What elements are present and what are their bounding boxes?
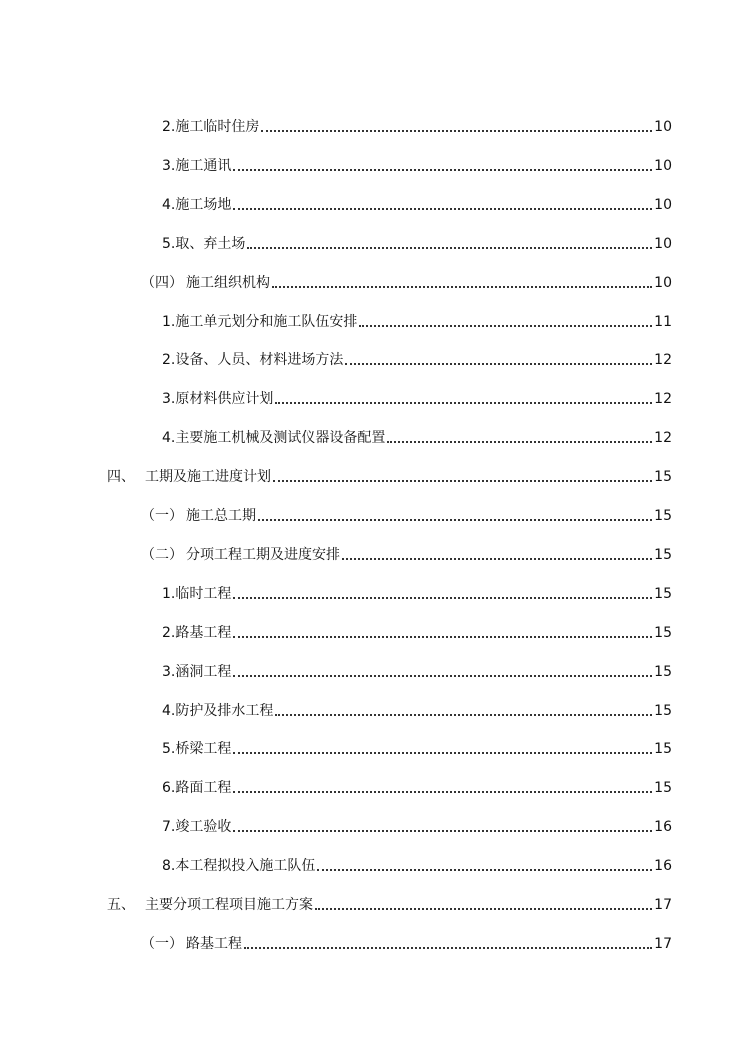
toc-entry[interactable]: [162, 695, 672, 721]
toc-entry-title: 工期及施工进度计划: [145, 469, 271, 486]
toc-entry-label: [141, 934, 242, 954]
toc-entry-number: 四、: [107, 469, 135, 486]
toc-entry[interactable]: [162, 772, 672, 798]
toc-entry-title: 6.路面工程: [162, 780, 232, 797]
toc-entry-title: 3.原材料供应计划: [162, 391, 274, 408]
toc-entry-title: 2.路基工程: [162, 624, 232, 641]
toc-entry[interactable]: [162, 850, 672, 876]
toc-entry[interactable]: [162, 733, 672, 759]
dot-leader: [342, 558, 652, 560]
toc-entry[interactable]: [107, 889, 672, 915]
toc-entry-label: [162, 117, 259, 137]
toc-entry-page-number: 15: [654, 508, 672, 524]
dot-leader: [233, 830, 652, 832]
toc-entry[interactable]: [162, 228, 672, 254]
toc-entry-title: 7.竣工验收: [162, 819, 232, 836]
toc-entry-title: 分项工程工期及进度安排: [186, 546, 340, 563]
toc-entry-page-number: 10: [654, 235, 672, 252]
toc-entry[interactable]: [141, 928, 672, 954]
toc-entry-title: 4.防护及排水工程: [162, 702, 274, 719]
toc-entry[interactable]: [162, 811, 672, 837]
dot-leader: [315, 908, 652, 910]
toc-entry-label: [162, 428, 385, 448]
toc-entry[interactable]: [162, 344, 672, 370]
toc-entry-page-number: 15: [654, 546, 672, 563]
toc-entry-page-number: 11: [654, 313, 672, 330]
toc-entry-page-number: 10: [654, 157, 672, 174]
toc-entry-page-number: 16: [654, 819, 672, 836]
toc-entry[interactable]: [162, 306, 672, 332]
dot-leader: [272, 286, 652, 288]
dot-leader: [233, 791, 652, 793]
toc-entry-label: [162, 584, 231, 604]
toc-entry-title: 5.取、弃土场: [162, 235, 246, 252]
dot-leader: [345, 363, 652, 365]
toc-entry-number: （四）: [141, 274, 183, 291]
toc-entry[interactable]: [162, 578, 672, 604]
toc-entry-page-number: 15: [654, 585, 672, 602]
toc-entry-page-number: 17: [654, 935, 672, 952]
toc-entry-title: 4.主要施工机械及测试仪器设备配置: [162, 430, 386, 447]
toc-entry-page-number: 10: [654, 119, 672, 135]
toc-entry-title: 3.涵洞工程: [162, 663, 232, 680]
toc-entry-label: [141, 506, 256, 526]
dot-leader: [244, 947, 652, 949]
toc-entry[interactable]: [141, 267, 672, 293]
toc-entry[interactable]: [162, 422, 672, 448]
toc-entry-label: [162, 623, 231, 643]
toc-entry-label: [107, 895, 313, 915]
dot-leader: [258, 519, 652, 521]
toc-entry-page-number: 10: [654, 196, 672, 213]
toc-entry-label: [141, 273, 270, 293]
dot-leader: [275, 714, 652, 716]
dot-leader: [233, 169, 652, 171]
toc-entry-label: [107, 467, 271, 487]
toc-entry-page-number: 16: [654, 858, 672, 875]
dot-leader: [261, 130, 652, 132]
toc-entry[interactable]: [162, 383, 672, 409]
toc-entry-page-number: 15: [654, 780, 672, 797]
toc-entry[interactable]: [162, 150, 672, 176]
toc-entry-page-number: 12: [654, 391, 672, 408]
dot-leader: [387, 441, 652, 443]
toc-entry-label: [162, 856, 315, 876]
toc-entry[interactable]: [141, 500, 672, 526]
toc-entry-label: [162, 234, 245, 254]
toc-entry-page-number: 15: [654, 624, 672, 641]
dot-leader: [233, 597, 652, 599]
toc-entry-page-number: 15: [654, 741, 672, 758]
toc-entry-label: [162, 778, 231, 798]
toc-entry-page-number: 17: [654, 897, 672, 913]
toc-entry-title: 4.施工场地: [162, 196, 232, 213]
toc-entry-page-number: 15: [654, 702, 672, 719]
toc-entry-title: 主要分项工程项目施工方案: [145, 897, 313, 913]
toc-entry-number: （一）: [141, 508, 183, 524]
toc-entry[interactable]: [107, 461, 672, 487]
toc-entry-label: [162, 389, 273, 409]
toc-entry[interactable]: [141, 539, 672, 565]
toc-entry-label: [162, 156, 231, 176]
toc-entry[interactable]: [162, 111, 672, 137]
dot-leader: [233, 636, 652, 638]
toc-entry-label: [141, 545, 340, 565]
dot-leader: [359, 325, 652, 327]
dot-leader: [233, 208, 652, 210]
toc-entry-label: [162, 312, 357, 332]
toc-entry-number: （二）: [141, 546, 183, 563]
toc-entry-page-number: 12: [654, 352, 672, 369]
toc-entry-title: 施工组织机构: [186, 274, 270, 291]
toc-entry-label: [162, 350, 343, 370]
dot-leader: [233, 752, 652, 754]
toc-entry-number: （一）: [141, 935, 183, 952]
toc-entry-title: 施工总工期: [186, 508, 256, 524]
toc-entry-title: 8.本工程拟投入施工队伍: [162, 858, 316, 875]
toc-entry-page-number: 10: [654, 274, 672, 291]
dot-leader: [273, 480, 652, 482]
dot-leader: [233, 675, 652, 677]
toc-entry-page-number: 12: [654, 430, 672, 447]
toc-entry-label: [162, 195, 231, 215]
toc-entry-title: 5.桥梁工程: [162, 741, 232, 758]
toc-entry-title: 1.施工单元划分和施工队伍安排: [162, 313, 358, 330]
toc-entry-label: [162, 739, 231, 759]
toc-entry[interactable]: [162, 189, 672, 215]
dot-leader: [247, 247, 652, 249]
toc-entry-page-number: 15: [654, 663, 672, 680]
dot-leader: [275, 402, 652, 404]
toc-entry-page-number: 15: [654, 469, 672, 486]
toc-entry-title: 2.设备、人员、材料进场方法: [162, 352, 344, 369]
toc-entry-label: [162, 701, 273, 721]
toc-entry-label: [162, 662, 231, 682]
toc-entry-label: [162, 817, 231, 837]
toc-entry-title: 路基工程: [186, 935, 242, 952]
toc-entry-title: 2.施工临时住房: [162, 119, 260, 135]
dot-leader: [317, 869, 652, 871]
toc-entry[interactable]: [162, 656, 672, 682]
toc-entry-title: 3.施工通讯: [162, 157, 232, 174]
toc-entry[interactable]: [162, 617, 672, 643]
toc-entry-title: 1.临时工程: [162, 585, 232, 602]
toc-entry-number: 五、: [107, 897, 135, 913]
